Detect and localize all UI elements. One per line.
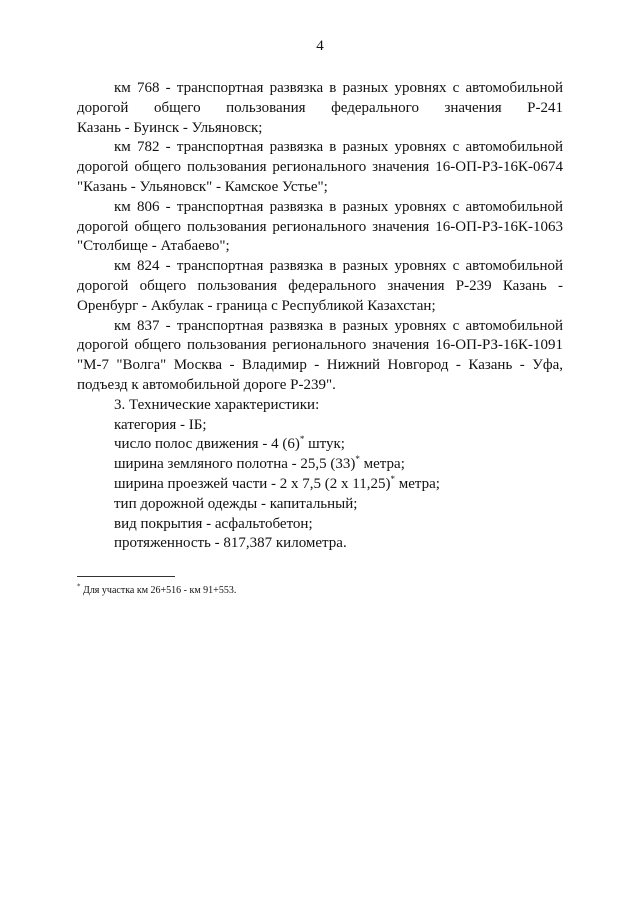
text-line: "М-7 "Волга" Москва - Владимир - Нижний Новгород - Казань - Уфа, [77, 357, 563, 374]
specs-heading: 3. Технические характеристики: [114, 396, 320, 413]
spec-length: протяженность - 817,387 километра. [114, 535, 347, 552]
spec-carriageway-value: ширина проезжей части - 2 х 7,5 (2 х 11,25) [114, 475, 391, 492]
spec-category: категория - IБ; [114, 416, 207, 433]
text-line: "Столбище - Атабаево"; [77, 238, 230, 255]
text-line: км 782 - транспортная развязка в разных уровнях с автомобильной [114, 139, 563, 156]
paragraph-km-806 [77, 198, 563, 257]
text-line: Казань - Буинск - Ульяновск; [77, 119, 263, 136]
text-line: км 837 - транспортная развязка в разных уровнях с автомобильной [114, 317, 563, 334]
footnote-divider [77, 576, 175, 577]
spec-roadbed-unit: метра; [359, 456, 405, 473]
text-line: км 824 - транспортная развязка в разных уровнях с автомобильной [114, 258, 563, 275]
footnote [77, 582, 237, 596]
spec-lanes-unit: штук; [304, 436, 345, 453]
paragraph-km-837 [77, 317, 563, 396]
text-line: км 806 - транспортная развязка в разных уровнях с автомобильной [114, 198, 563, 215]
footnote-ref: * [299, 434, 305, 445]
spec-lanes-value: число полос движения - 4 (6) [114, 436, 300, 453]
paragraph-km-782 [77, 138, 563, 197]
footnote-ref: * [355, 454, 360, 465]
spec-roadbed-width [77, 455, 563, 475]
text-line: "Казань - Ульяновск" - Камское Устье"; [77, 178, 328, 195]
text-line: дорогой общего пользования регионального значения 16-ОП-РЗ-16К-1063 [77, 218, 563, 235]
spec-surface: вид покрытия - асфальтобетон; [114, 515, 313, 532]
spec-lanes [77, 435, 563, 455]
page-number: 4 [316, 38, 324, 54]
paragraph-km-824 [77, 257, 563, 316]
spec-carriageway-unit: метра; [394, 475, 440, 492]
text-line: Оренбург - Акбулак - граница с Республикой Казахстан; [77, 297, 436, 314]
text-line: дорогой общего пользования федерального значения Р-241 [77, 99, 563, 116]
document-body [77, 79, 563, 554]
spec-pavement: тип дорожной одежды - капитальный; [114, 495, 358, 512]
text-line: подъезд к автомобильной дороге Р-239". [77, 376, 336, 393]
text-line: дорогой общего пользования регионального значения 16-ОП-РЗ-16К-0674 [77, 159, 563, 176]
technical-specs [77, 396, 563, 554]
paragraph-km-768 [77, 79, 563, 138]
footnote-ref: * [390, 473, 395, 484]
footnote-marker: * [77, 582, 81, 591]
text-line: км 768 - транспортная развязка в разных уровнях с автомобильной [114, 80, 563, 96]
text-line: дорогой общего пользования федерального значения Р-239 Казань - [77, 277, 563, 294]
text-line: дорогой общего пользования регионального значения 16-ОП-РЗ-16К-1091 [77, 337, 563, 354]
spec-carriageway-width [77, 475, 563, 495]
spec-roadbed-value: ширина земляного полотна - 25,5 (33) [114, 456, 356, 473]
footnote-text: Для участка км 26+516 - км 91+553. [80, 585, 237, 596]
